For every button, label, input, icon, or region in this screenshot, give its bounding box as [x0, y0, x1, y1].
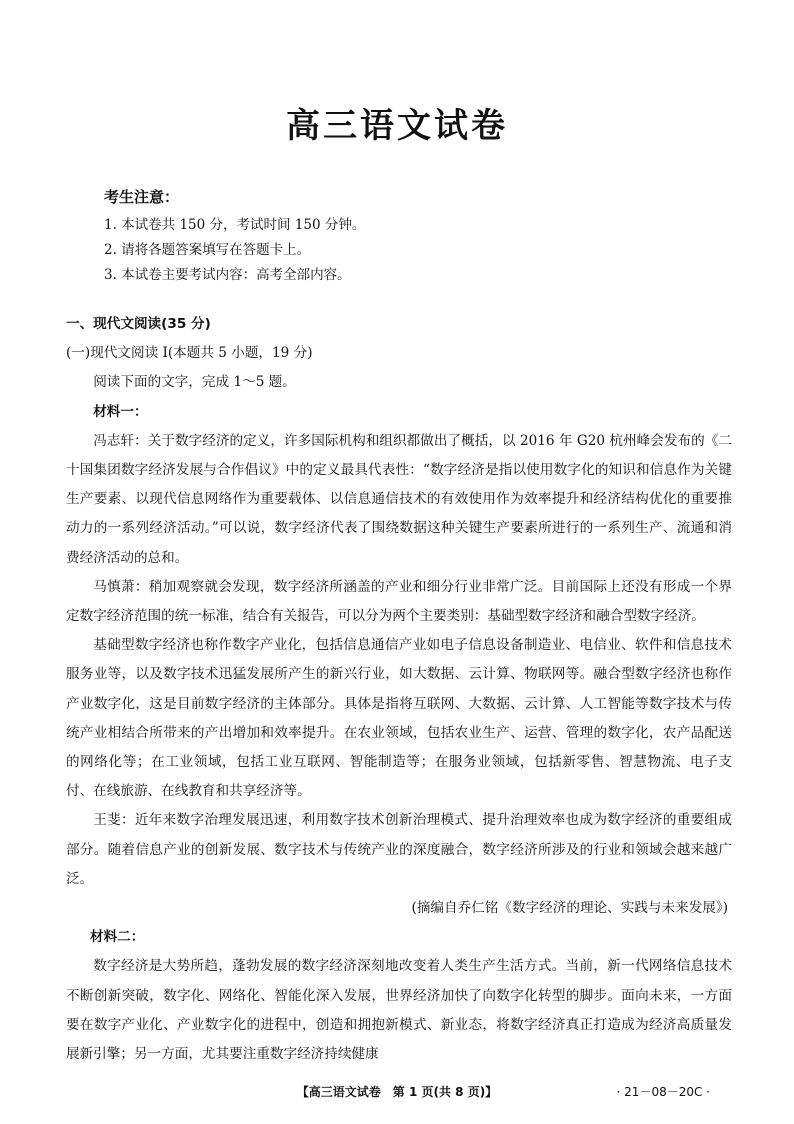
candidate-notice — [104, 186, 704, 288]
material-1-paragraph: 冯志轩：关于数字经济的定义，许多国际机构和组织都做出了概括，以 2016 年 G20 杭州峰会发布的《二十国集团数字经济发展与合作倡议》中的定义最具代表性：“数字经济是指以使用数字化的知识和信息作为关键生产要素、以现代信息网络作为重要载体、以信息通信技术的有效使用作为效率提升和经济结构优化的重要推动力的一系列经济活动。”可以说，数字经济代表了围绕数据这种关键生产要素所进行的一系列生产、流通和消费经济活动的总和。 — [66, 432, 732, 566]
footer-page-label: 【高三语文试卷 第 1 页(共 8 页)】 — [296, 1085, 498, 1099]
footer-code: · 21－08－20C · — [616, 1085, 710, 1099]
notice-heading: 考生注意： — [104, 188, 180, 206]
reading-instruction: 阅读下面的文字，完成 1～5 题。 — [93, 374, 296, 391]
notice-item: 3. 本试卷主要考试内容：高考全部内容。 — [104, 267, 351, 283]
material-1-label: 材料一： — [93, 403, 148, 420]
page-footer — [0, 1083, 794, 1103]
page-title: 高三语文试卷 — [286, 106, 508, 146]
material-1-source: (摘编自乔仁铭《数字经济的理论、实践与未来发展》) — [411, 900, 728, 917]
notice-item: 2. 请将各题答案填写在答题卡上。 — [104, 242, 311, 258]
material-1-paragraph: 马慎萧：稍加观察就会发现，数字经济所涵盖的产业和细分行业非常广泛。目前国际上还没有形成一个界定数字经济范围的统一标准，结合有关报告，可以分为两个主要类别：基础型数字经济和融合型数字经济。 — [66, 578, 732, 625]
material-1-paragraph: 基础型数字经济也称作数字产业化，包括信息通信产业如电子信息设备制造业、电信业、软件和信息技术服务业等，以及数字技术迅猛发展所产生的新兴行业，如大数据、云计算、物联网等。融合型数字经济也称作产业数字化，这是目前数字经济的主体部分。具体是指将互联网、大数据、云计算、人工智能等数字技术与传统产业相结合所带来的产出增加和效率提升。在农业领域，包括农业生产、运营、管理的数字化，农产品配送的网络化等；在工业领域，包括工业互联网、智能制造等；在服务业领域，包括新零售、智慧物流、电子支付、在线旅游、在线教育和共享经济等。 — [66, 637, 732, 800]
section-heading: 一、现代文阅读(35 分) — [66, 316, 211, 332]
reading-section — [66, 310, 732, 1069]
material-2-paragraph: 数字经济是大势所趋，蓬勃发展的数字经济深刻地改变着人类生产生活方式。当前，新一代网络信息技术不断创新突破，数字化、网络化、智能化深入发展，世界经济加快了向数字化转型的脚步。面向未来，一方面要在数字产业化、产业数字化的进程中，创造和拥抱新模式、新业态，将数字经济真正打造成为经济高质量发展新引擎；另一方面，尤其要注重数字经济持续健康 — [66, 958, 732, 1063]
subsection-heading: (一)现代文阅读 Ⅰ(本题共 5 小题，19 分) — [66, 345, 313, 362]
notice-item: 1. 本试卷共 150 分，考试时间 150 分钟。 — [104, 217, 366, 233]
material-1-paragraph: 王斐：近年来数字治理发展迅速，利用数字技术创新治理模式、提升治理效率也成为数字经济的重要组成部分。随着信息产业的创新发展、数字技术与传统产业的深度融合，数字经济所涉及的行业和领域会越来越广泛。 — [66, 812, 732, 887]
material-2-label: 材料二： — [90, 929, 145, 946]
